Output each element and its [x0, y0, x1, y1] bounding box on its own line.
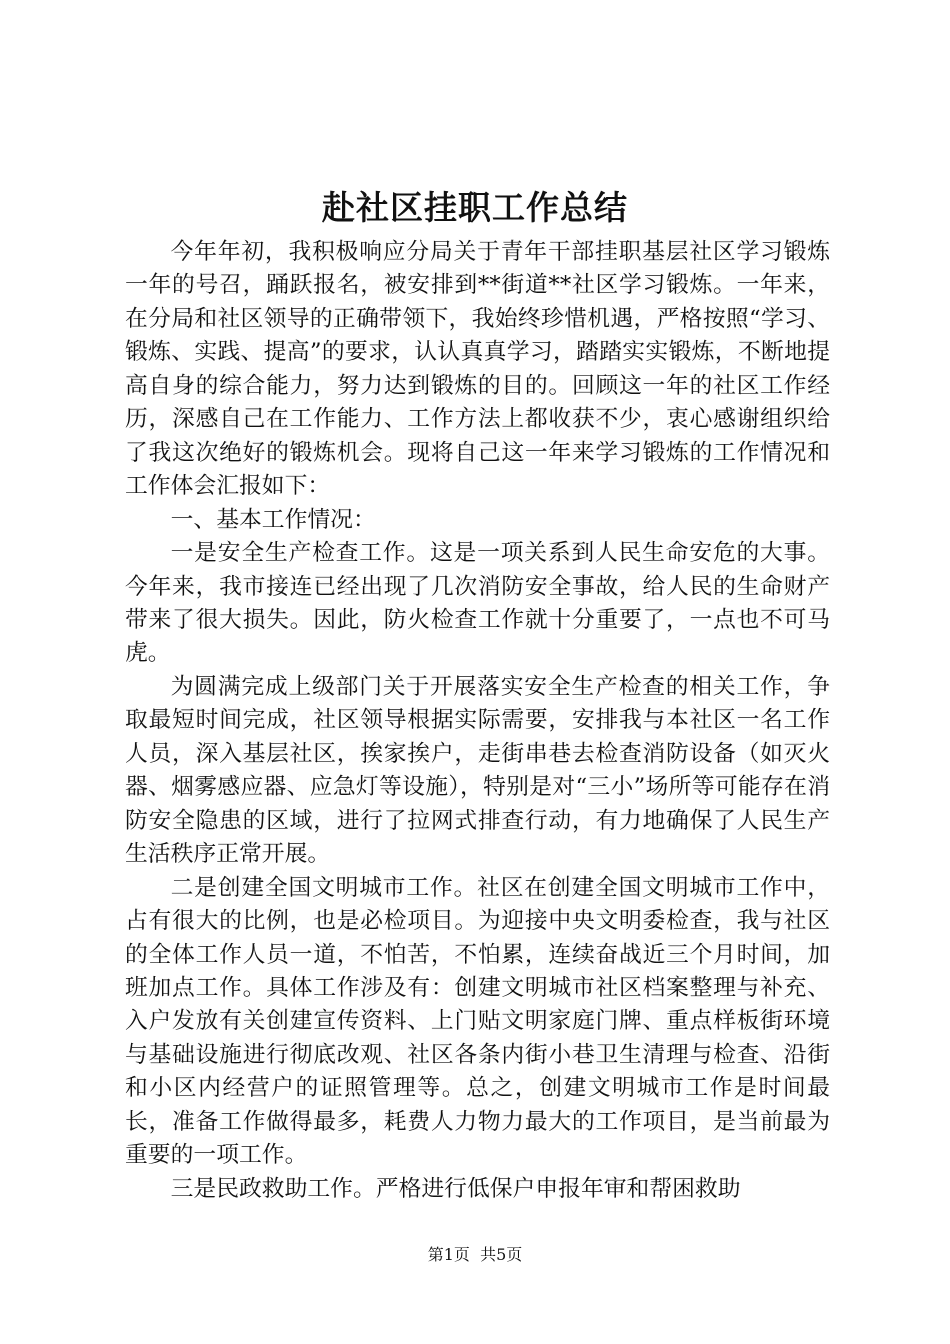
paragraph-safety-inspection: 一是安全生产检查工作。这是一项关系到人民生命安危的大事。今年来，我市接连已经出现了几次消防安全事故，给人民的生命财产带来了很大损失。因此，防火检查工作就十分重要了，一点也不可马虎。: [125, 540, 830, 667]
section-heading: 一、基本工作情况：: [170, 506, 376, 533]
page-footer: [0, 1244, 950, 1266]
paragraph-safety-details: 为圆满完成上级部门关于开展落实安全生产检查的相关工作，争取最短时间完成，社区领导根据实际需要，安排我与本社区一名工作人员，深入基层社区，挨家挨户，走街串巷去检查消防设备（如灭火器、烟雾感应器、应急灯等设施），特别是对“三小”场所等可能存在消防安全隐患的区域，进行了拉网式排查行动，有力地确保了人民生产生活秩序正常开展。: [125, 673, 830, 868]
page-count: 共5页: [480, 1245, 523, 1264]
document-title: 赴社区挂职工作总结: [322, 188, 628, 227]
document-body: [125, 236, 830, 1206]
page-number: 第1页: [427, 1245, 470, 1264]
paragraph-civilized-city: 二是创建全国文明城市工作。社区在创建全国文明城市工作中，占有很大的比例，也是必检项目。为迎接中央文明委检查，我与社区的全体工作人员一道，不怕苦，不怕累，连续奋战近三个月时间，加班加点工作。具体工作涉及有：创建文明城市社区档案整理与补充、入户发放有关创建宣传资料、上门贴文明家庭门牌、重点样板街环境与基础设施进行彻底改观、社区各条内街小巷卫生清理与检查、沿街和小区内经营户的证照管理等。总之，创建文明城市工作是时间最长，准备工作做得最多，耗费人力物力最大的工作项目，是当前最为重要的一项工作。: [125, 874, 830, 1169]
paragraph-intro: 今年年初，我积极响应分局关于青年干部挂职基层社区学习锻炼一年的号召，踊跃报名，被安排到**街道**社区学习锻炼。一年来，在分局和社区领导的正确带领下，我始终珍惜机遇，严格按照“学习、锻炼、实践、提高”的要求，认认真真学习，踏踏实实锻炼，不断地提高自身的综合能力，努力达到锻炼的目的。回顾这一年的社区工作经历，深感自己在工作能力、工作方法上都收获不少，衷心感谢组织给了我这次绝好的锻炼机会。现将自己这一年来学习锻炼的工作情况和工作体会汇报如下：: [125, 239, 830, 500]
paragraph-civil-affairs: 三是民政救助工作。严格进行低保户申报年审和帮困救助: [170, 1175, 741, 1202]
